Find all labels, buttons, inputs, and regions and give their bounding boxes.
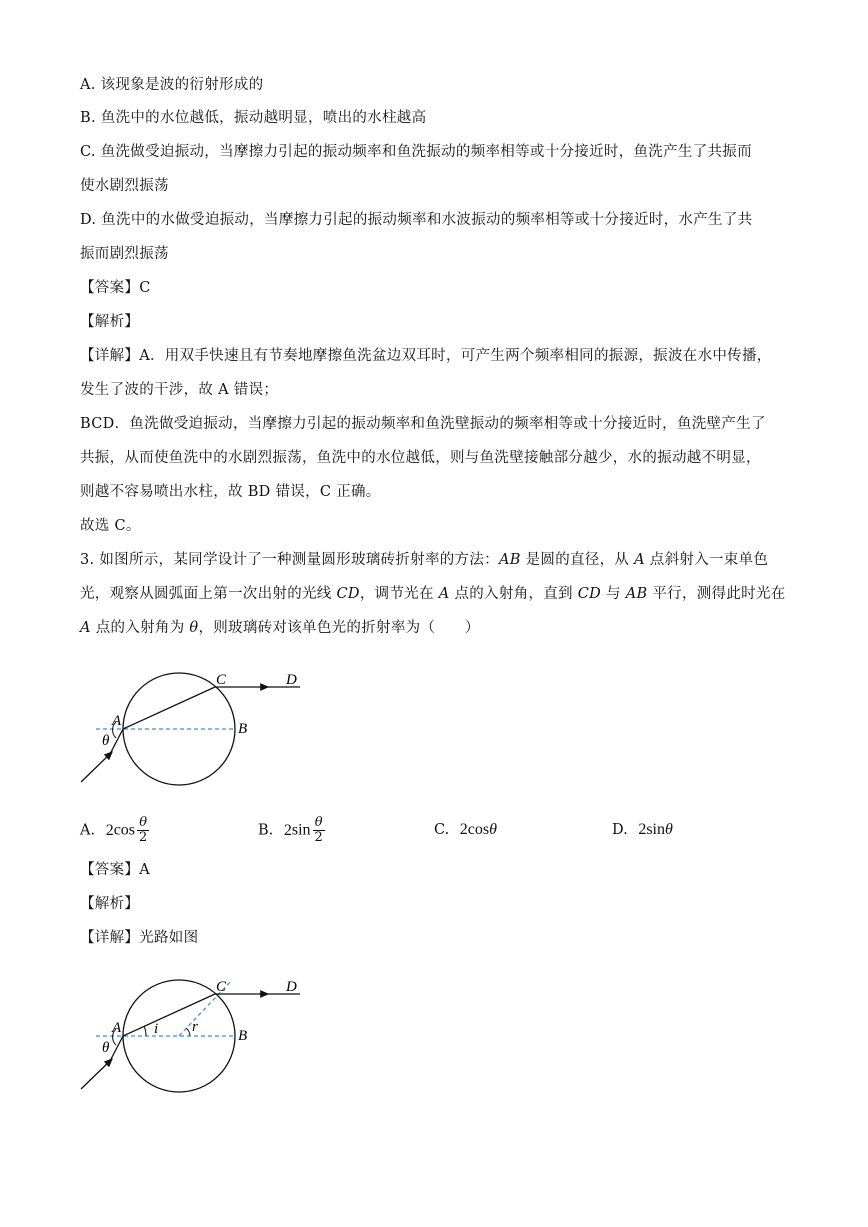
- choice-d-prefix: D.: [612, 822, 628, 838]
- choice-a-fn: cos: [113, 821, 136, 839]
- choice-c-prefix: C.: [434, 822, 450, 838]
- label-b: B: [238, 721, 248, 737]
- q3-answer-label: 【答案】A: [80, 862, 150, 878]
- choice-c-fn: cos: [467, 821, 490, 838]
- option-d-text-line2: 振而剧烈振荡: [80, 246, 169, 262]
- answer-label: 【答案】C: [80, 280, 151, 296]
- q3-stem-text: ，调节光在: [359, 586, 439, 602]
- option-c-text-line2: 使水剧烈振荡: [80, 178, 169, 194]
- label-b: B: [238, 1028, 248, 1044]
- q3-stem-text: 平行，测得此时光在: [647, 586, 786, 602]
- refracted-ray-ac: [123, 994, 215, 1036]
- q3-stem-text: 光，观察从圆弧面上第一次出射的光线: [80, 586, 337, 602]
- choice-c-var: θ: [489, 821, 497, 838]
- q3-stem-line1: [80, 550, 768, 570]
- q3-var-ab: AB: [498, 552, 521, 568]
- choice-b-coef: 2: [283, 821, 292, 839]
- detail-line-3: BCD．鱼洗做受迫振动，当摩擦力引起的振动频率和鱼洗壁振动的频率相等或十分接近时，鱼洗壁产生了: [80, 416, 766, 432]
- choice-c: [434, 820, 497, 840]
- detail-line-5: 则越不容易喷出水柱，故 BD 错误，C 正确。: [80, 484, 381, 500]
- angle-arc-i: [144, 1026, 146, 1036]
- q3-var-cd: CD: [336, 586, 360, 602]
- conclusion-text: 故选 C。: [80, 518, 141, 534]
- option-a-text: A. 该现象是波的衍射形成的: [80, 77, 264, 93]
- choice-d: [612, 820, 673, 840]
- q3-stem-text: 点斜射入一束单色: [644, 552, 769, 568]
- light-path-diagram: [70, 968, 320, 1098]
- label-c: C: [216, 979, 227, 995]
- q3-var-cd: CD: [577, 586, 602, 602]
- q3-stem-line3: [80, 618, 480, 638]
- choice-b-fraction: [313, 816, 325, 845]
- choice-a-prefix: A.: [80, 822, 96, 839]
- label-c: C: [216, 672, 227, 688]
- detail-line-1: 【详解】A．用双手快速且有节奏地摩擦鱼洗盆边双耳时，可产生两个频率相同的振源，振波在水中传播，: [80, 348, 772, 364]
- choice-b-fn: sin: [291, 821, 311, 839]
- refracted-ray-ac: [123, 687, 215, 729]
- incident-ray-segment: [110, 1036, 123, 1061]
- q3-var-a: A: [634, 552, 645, 568]
- choice-d-fn: sin: [646, 821, 665, 838]
- label-d: D: [286, 672, 297, 688]
- option-d-text-line1: D. 鱼洗中的水做受迫振动，当摩擦力引起的振动频率和水波振动的频率相等或十分接近时，水产生了共: [80, 212, 753, 228]
- q3-stem-text: 是圆的直径，从: [520, 552, 635, 568]
- q3-var-theta: θ: [189, 620, 199, 636]
- q3-var-a: A: [438, 586, 450, 602]
- option-c-text-line1: C. 鱼洗做受迫振动，当摩擦力引起的振动频率和鱼洗振动的频率相等或十分接近时，鱼洗产生了共振而: [80, 144, 752, 160]
- incident-ray: [81, 1059, 112, 1089]
- choice-b-den: 2: [314, 830, 323, 845]
- choice-c-coef: 2: [459, 821, 468, 838]
- detail-line-4: 共振，从而使鱼洗中的水剧烈振荡，鱼洗中的水位越低，则与鱼洗壁接触部分越少，水的振动越不明显，: [80, 450, 761, 466]
- q3-stem-text: 与: [601, 586, 626, 602]
- choice-b-num: θ: [313, 816, 325, 831]
- label-r: r: [192, 1019, 198, 1035]
- choice-d-coef: 2: [638, 821, 647, 838]
- q3-analysis-header: 【解析】: [80, 896, 140, 912]
- choice-a-coef: 2: [105, 821, 114, 839]
- choice-b: [258, 816, 325, 845]
- incident-ray-segment: [110, 729, 123, 754]
- choice-a-den: 2: [139, 830, 148, 845]
- choice-a: [80, 816, 149, 845]
- choice-d-var: θ: [665, 821, 673, 838]
- q3-stem-text: ，则玻璃砖对该单色光的折射率为（ ）: [198, 620, 480, 636]
- choice-a-num: θ: [137, 816, 149, 831]
- option-b-text: B. 鱼洗中的水位越低，振动越明显，喷出的水柱越高: [80, 110, 427, 126]
- label-a: A: [112, 1020, 122, 1036]
- q3-detail-text: 【详解】光路如图: [80, 930, 199, 946]
- label-theta: θ: [102, 733, 110, 749]
- label-i: i: [154, 1021, 159, 1037]
- angle-arc-r: [186, 1028, 190, 1036]
- detail-line-2: 发生了波的干涉，故 A 错误；: [80, 382, 279, 398]
- incident-ray: [81, 752, 112, 782]
- choice-a-fraction: [137, 816, 149, 845]
- label-a: A: [112, 713, 122, 729]
- label-theta: θ: [102, 1040, 110, 1056]
- q3-var-ab: AB: [625, 586, 648, 602]
- q3-var-a: A: [80, 620, 91, 636]
- choice-b-prefix: B.: [258, 822, 274, 839]
- q3-stem-text: 点的入射角为: [90, 620, 190, 636]
- q3-stem-text: 3. 如图所示，某同学设计了一种测量圆形玻璃砖折射率的方法：: [80, 552, 499, 568]
- q3-stem-text: 点的入射角，直到: [449, 586, 578, 602]
- q3-stem-line2: [80, 584, 786, 604]
- label-d: D: [286, 979, 297, 995]
- analysis-header: 【解析】: [80, 314, 140, 330]
- glass-circle-diagram: [70, 660, 320, 800]
